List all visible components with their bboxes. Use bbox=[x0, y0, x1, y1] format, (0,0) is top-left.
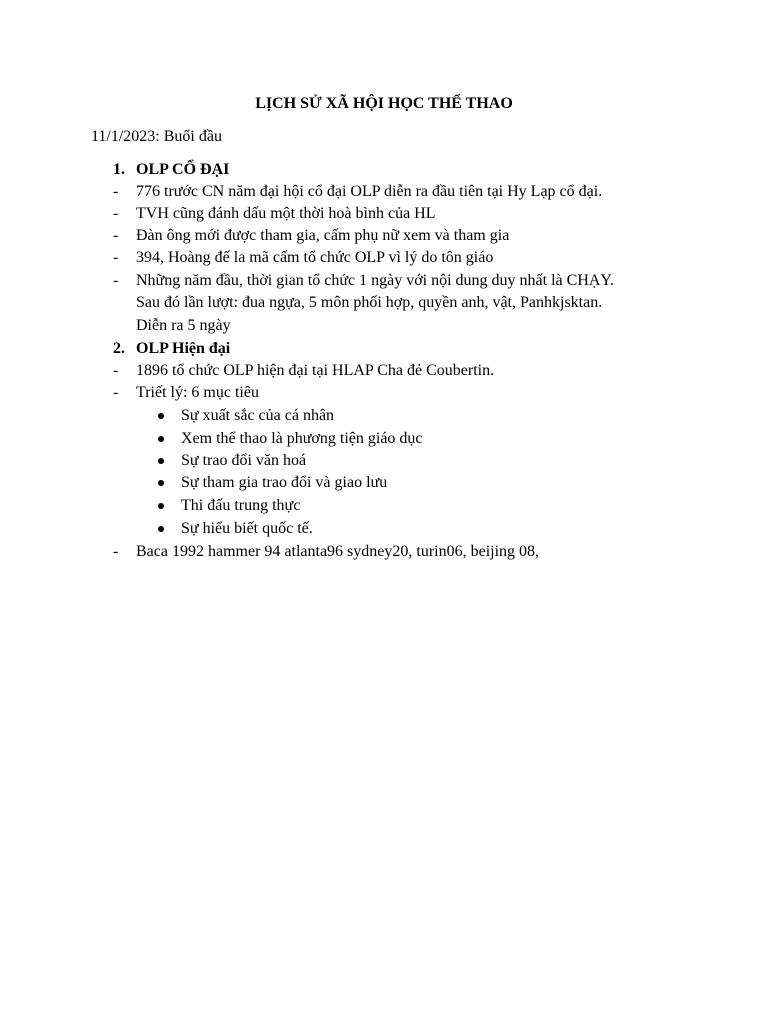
dash-marker: - bbox=[113, 272, 119, 289]
list-item bbox=[0, 541, 768, 563]
list-item-continuation bbox=[0, 315, 768, 337]
section-1-heading bbox=[0, 159, 768, 181]
sub-list-item bbox=[0, 495, 768, 517]
list-item bbox=[0, 225, 768, 247]
sub-list-item-text: Sự hiểu biết quốc tế. bbox=[181, 520, 313, 537]
section-2-number: 2. bbox=[113, 340, 125, 357]
date-line: 11/1/2023: Buổi đầu bbox=[91, 128, 222, 145]
bullet-icon bbox=[158, 480, 164, 486]
bullet-icon bbox=[158, 413, 164, 419]
section-1-title: OLP CỔ ĐẠI bbox=[136, 161, 230, 178]
dash-marker: - bbox=[113, 183, 119, 200]
sub-list-item bbox=[0, 518, 768, 540]
list-item-text: TVH cũng đánh dấu một thời hoà bình của HL bbox=[136, 205, 436, 222]
sub-list-item bbox=[0, 472, 768, 494]
bullet-icon bbox=[158, 526, 164, 532]
list-item bbox=[0, 360, 768, 382]
bullet-icon bbox=[158, 458, 164, 464]
list-item-text: Những năm đầu, thời gian tổ chức 1 ngày với nội dung duy nhất là CHẠY. bbox=[136, 272, 614, 289]
sub-list-item-text: Xem thể thao là phương tiện giáo dục bbox=[181, 430, 423, 447]
page-title: LỊCH SỬ XÃ HỘI HỌC THỂ THAO bbox=[255, 95, 513, 112]
sub-list-item-text: Thi đấu trung thực bbox=[181, 497, 301, 514]
list-item bbox=[0, 203, 768, 225]
list-item-text: Sau đó lần lượt: đua ngựa, 5 môn phối hợp, quyền anh, vật, Panhkjsktan. bbox=[136, 294, 603, 311]
sub-list-item-text: Sự trao đổi văn hoá bbox=[181, 452, 307, 469]
dash-marker: - bbox=[113, 543, 119, 560]
list-item-text: 1896 tổ chức OLP hiện đại tại HLAP Cha đẻ Coubertin. bbox=[136, 362, 495, 379]
dash-marker: - bbox=[113, 205, 119, 222]
list-item bbox=[0, 270, 768, 292]
list-item bbox=[0, 382, 768, 404]
list-item bbox=[0, 247, 768, 269]
sub-list-item-text: Sự xuất sắc của cá nhân bbox=[181, 407, 335, 424]
list-item-text: Đàn ông mới được tham gia, cấm phụ nữ xem và tham gia bbox=[136, 227, 510, 244]
sub-list-item bbox=[0, 405, 768, 427]
list-item-text: Baca 1992 hammer 94 atlanta96 sydney20, turin06, beijing 08, bbox=[136, 543, 540, 560]
dash-marker: - bbox=[113, 227, 119, 244]
list-item bbox=[0, 181, 768, 203]
section-1-number: 1. bbox=[113, 161, 125, 178]
sub-list-item bbox=[0, 450, 768, 472]
list-item-continuation bbox=[0, 292, 768, 314]
bullet-icon bbox=[158, 503, 164, 509]
sub-list-item-text: Sự tham gia trao đổi và giao lưu bbox=[181, 474, 388, 491]
dash-marker: - bbox=[113, 384, 119, 401]
section-2-heading bbox=[0, 338, 768, 360]
list-item-text: 776 trước CN năm đại hội cổ đại OLP diễn ra đầu tiên tại Hy Lạp cổ đại. bbox=[136, 183, 603, 200]
bullet-icon bbox=[158, 436, 164, 442]
list-item-text: Diễn ra 5 ngày bbox=[136, 317, 231, 334]
list-item-text: 394, Hoàng đế la mã cấm tổ chức OLP vì lý do tôn giáo bbox=[136, 249, 494, 266]
dash-marker: - bbox=[113, 249, 119, 266]
dash-marker: - bbox=[113, 362, 119, 379]
section-2-title: OLP Hiện đại bbox=[136, 340, 231, 357]
list-item-text: Triết lý: 6 mục tiêu bbox=[136, 384, 259, 401]
sub-list-item bbox=[0, 428, 768, 450]
